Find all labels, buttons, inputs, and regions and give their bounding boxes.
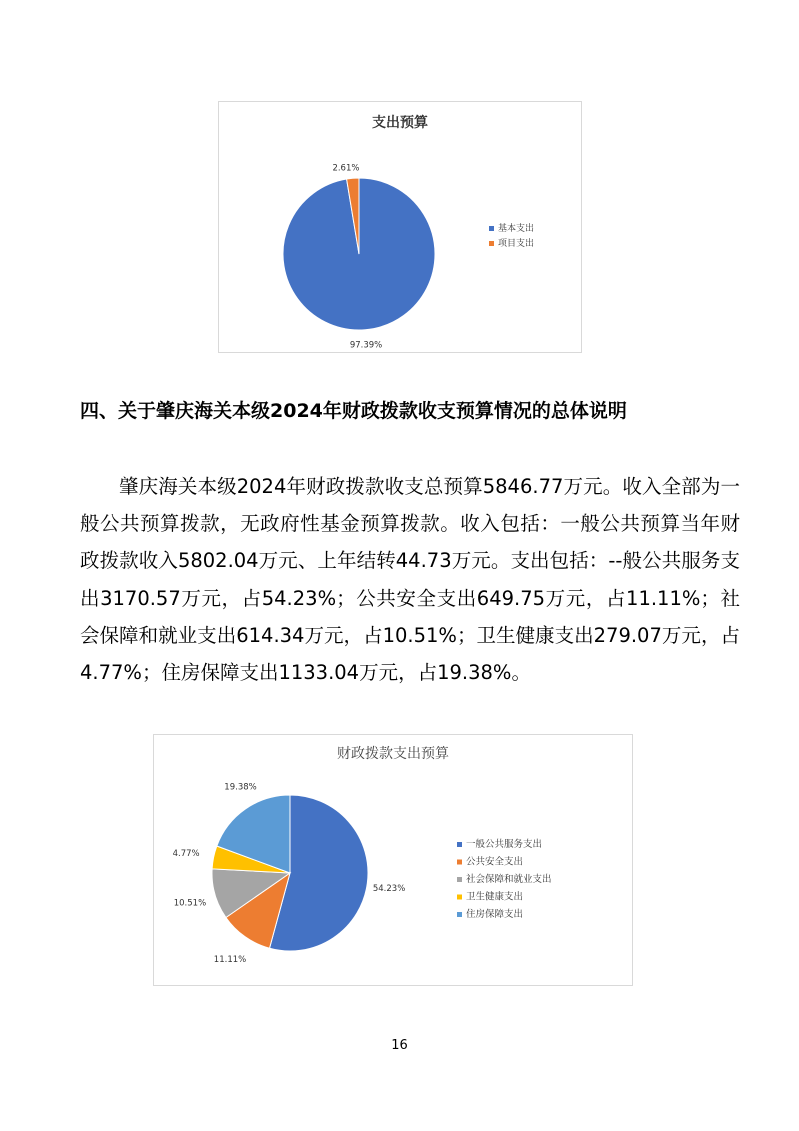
data-label-1: 54.23%	[372, 883, 406, 894]
fiscal-expenditure-pie-svg	[154, 735, 632, 985]
legend-label-2: 项目支出	[498, 239, 535, 249]
data-label-2: 11.11%	[213, 954, 247, 965]
section-paragraph: 肇庆海关本级2024年财政拨款收支总预算5846.77万元。收入全部为一般公共预算拨款，无政府性基金预算拨款。收入包括：一般公共预算当年财政拨款收入5802.04万元、上年结转44.73万元。支出包括：--般公共服务支出3170.57万元，占54.23%；公共安全支出649.75万元，占11.11%；社会保障和就业支出614.34万元，占10.51%；卫生健康支出279.07万元，占4.77%；住房保障支出1133.04万元，占19.38%。	[80, 475, 740, 685]
legend-label-2: 公共安全支出	[466, 856, 524, 868]
legend-swatch-2	[457, 860, 462, 865]
expenditure-budget-pie-svg	[219, 102, 581, 352]
legend-swatch-3	[457, 877, 462, 882]
legend-label-3: 社会保障和就业支出	[466, 874, 552, 885]
legend-swatch-5	[457, 912, 462, 917]
legend-swatch-4	[457, 895, 462, 900]
expenditure-budget-chart	[218, 101, 582, 353]
chart-title: 支出预算	[372, 115, 428, 131]
data-label-1: 97.39%	[349, 340, 383, 351]
data-label-2: 2.61%	[332, 163, 360, 174]
chart-title: 财政拨款支出预算	[337, 746, 449, 762]
legend-label-5: 住房保障支出	[466, 909, 524, 920]
fiscal-expenditure-budget-chart	[153, 734, 633, 986]
section-heading: 四、关于肇庆海关本级2024年财政拨款收支预算情况的总体说明	[80, 400, 627, 422]
legend-label-4: 卫生健康支出	[466, 891, 524, 903]
legend-label-1: 基本支出	[498, 224, 535, 234]
legend-swatch-1	[489, 226, 494, 231]
legend-swatch-2	[489, 241, 494, 246]
legend-swatch-1	[457, 842, 462, 847]
data-label-4: 4.77%	[172, 849, 200, 860]
legend-label-1: 一般公共服务支出	[466, 839, 543, 850]
data-label-5: 19.38%	[224, 782, 257, 793]
data-label-3: 10.51%	[173, 898, 207, 909]
page-number: 16	[391, 1038, 408, 1053]
